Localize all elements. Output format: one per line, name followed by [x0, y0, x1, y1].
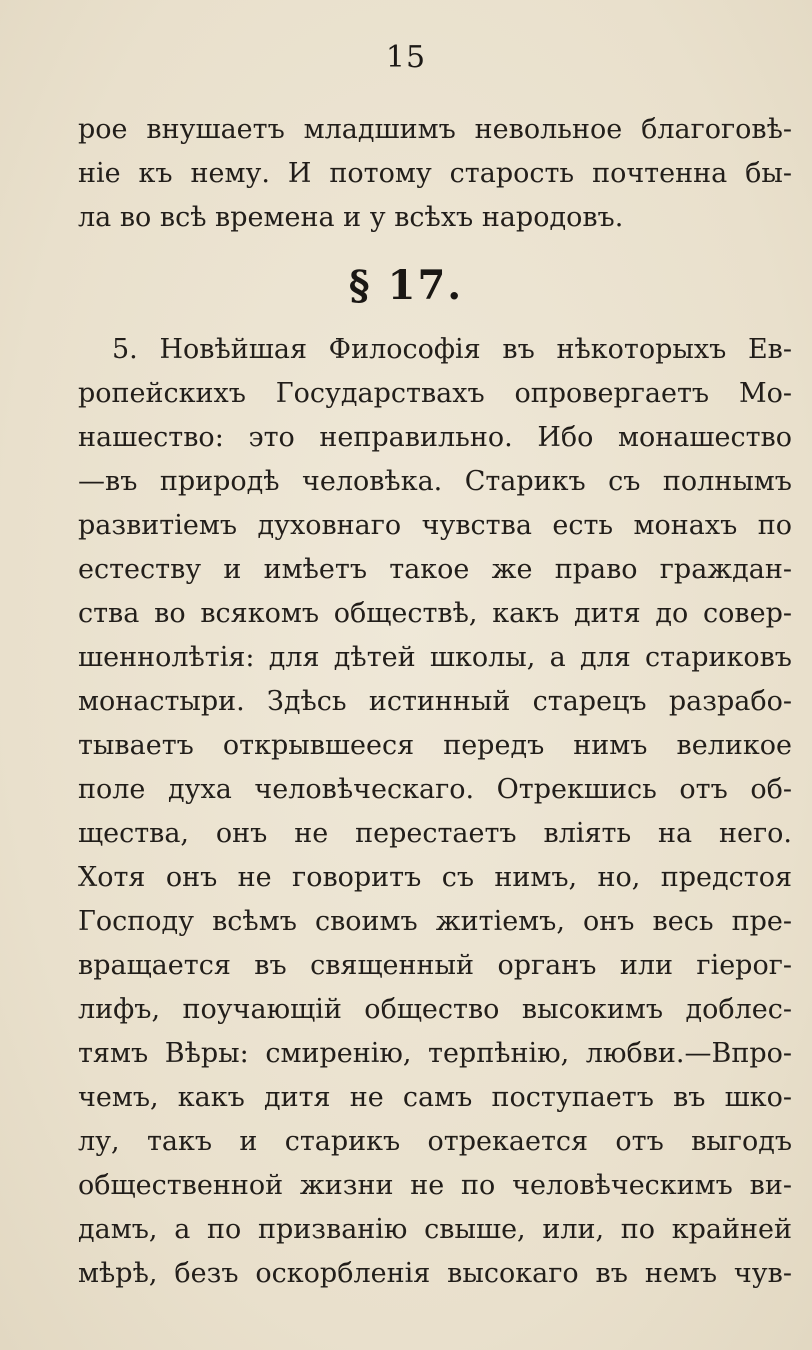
text-line: лифъ, поучающій общество высокимъ доблес- [78, 994, 792, 1025]
text-line: ропейскихъ Государствахъ опровергаетъ Мо- [78, 378, 792, 409]
text-line: тямъ Вѣры: смиренію, терпѣнію, любви.—Впро- [78, 1038, 792, 1069]
text-line: монастыри. Здѣсь истинный старецъ разрабо- [78, 686, 792, 717]
text-line: лу, такъ и старикъ отрекается отъ выгодъ [78, 1126, 792, 1157]
text-line: мѣрѣ, безъ оскорбленія высокаго въ немъ чув- [78, 1258, 792, 1289]
text-line: ла во всѣ времена и у всѣхъ народовъ. [78, 202, 624, 233]
text-line: Хотя онъ не говоритъ съ нимъ, но, предстоя [78, 862, 792, 893]
text-line: дамъ, а по призванію свыше, или, по крайней [78, 1214, 792, 1245]
text-line: ства во всякомъ обществѣ, какъ дитя до совер- [78, 598, 792, 629]
text-line: нашество: это неправильно. Ибо монашество [78, 422, 792, 453]
text-line: развитіемъ духовнаго чувства есть монахъ по [78, 510, 792, 541]
text-line: поле духа человѣческаго. Отрекшись отъ об- [78, 774, 792, 805]
text-line: —въ природѣ человѣка. Старикъ съ полнымъ [78, 466, 792, 497]
text-line: шеннолѣтія: для дѣтей школы, а для стариковъ [78, 642, 792, 673]
text-line: щества, онъ не перестаетъ вліять на него. [78, 818, 792, 849]
text-line: 5. Новѣйшая Философія въ нѣкоторыхъ Ев- [112, 334, 792, 365]
text-line: вращается въ священный органъ или гіерог- [78, 950, 792, 981]
text-line: Господу всѣмъ своимъ житіемъ, онъ весь пре- [78, 906, 792, 937]
text-line: естеству и имѣетъ такое же право граждан- [78, 554, 792, 585]
text-line: ніе къ нему. И потому старость почтенна бы- [78, 158, 792, 189]
text-line: чемъ, какъ дитя не самъ поступаетъ въ шко- [78, 1082, 792, 1113]
page-number: 15 [385, 40, 427, 75]
text-line: рое внушаетъ младшимъ невольное благоговѣ- [78, 114, 792, 145]
section-heading: § 17. [348, 262, 464, 309]
text-line: общественной жизни не по человѣческимъ ви- [78, 1170, 792, 1201]
text-line: тываетъ открывшееся передъ нимъ великое [78, 730, 792, 761]
